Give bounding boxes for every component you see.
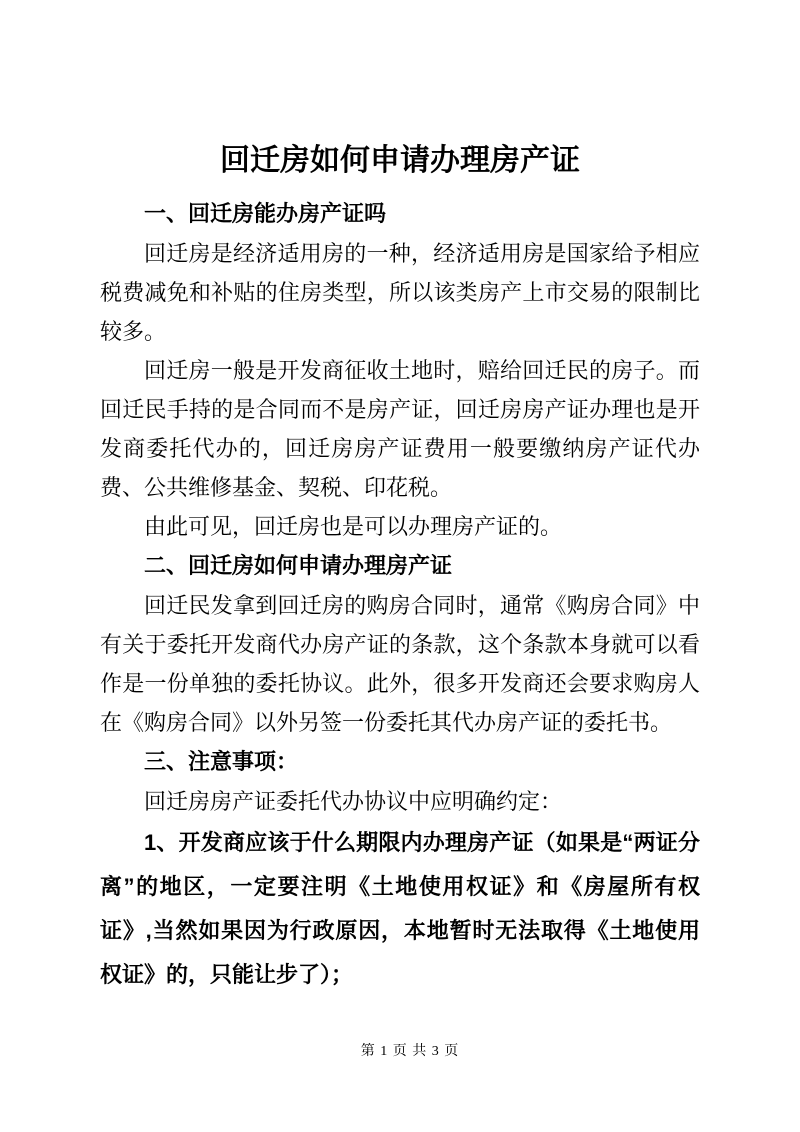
numbered-item-1: 1、开发商应该于什么期限内办理房产证（如果是“两证分离”的地区，一定要注明《土地使用权证》和《房屋所有权证》,当然如果因为行政原因，本地暂时无法取得《土地使用权证》的，只能让步了）； (100, 830, 700, 987)
page-number: 第 1 页 共 3 页 (360, 1044, 460, 1059)
section-heading-3: 三、注意事项： (144, 749, 299, 774)
section-heading-1: 一、回迁房能办房产证吗 (144, 201, 387, 226)
section-heading-2: 二、回迁房如何申请办理房产证 (144, 553, 453, 578)
page-footer (100, 1040, 720, 1060)
document-title: 回迁房如何申请办理房产证 (220, 144, 580, 177)
paragraph: 回迁民发拿到回迁房的购房合同时，通常《购房合同》中有关于委托开发商代办房产证的条款，这个条款本身就可以看作是一份单独的委托协议。此外，很多开发商还会要求购房人在《购房合同》以外另签一份委托其代办房产证的委托书。 (100, 593, 700, 735)
paragraph: 回迁房是经济适用房的一种，经济适用房是国家给予相应税费减免和补贴的住房类型，所以该类房产上市交易的限制比较多。 (100, 241, 700, 344)
paragraph: 回迁房房产证委托代办协议中应明确约定： (144, 789, 563, 814)
paragraph: 回迁房一般是开发商征收土地时，赔给回迁民的房子。而回迁民手持的是合同而不是房产证，回迁房房产证办理也是开发商委托代办的，回迁房房产证费用一般要缴纳房产证代办费、公共维修基金、契税、印花税。 (100, 358, 700, 500)
paragraph: 由此可见，回迁房也是可以办理房产证的。 (144, 514, 563, 539)
